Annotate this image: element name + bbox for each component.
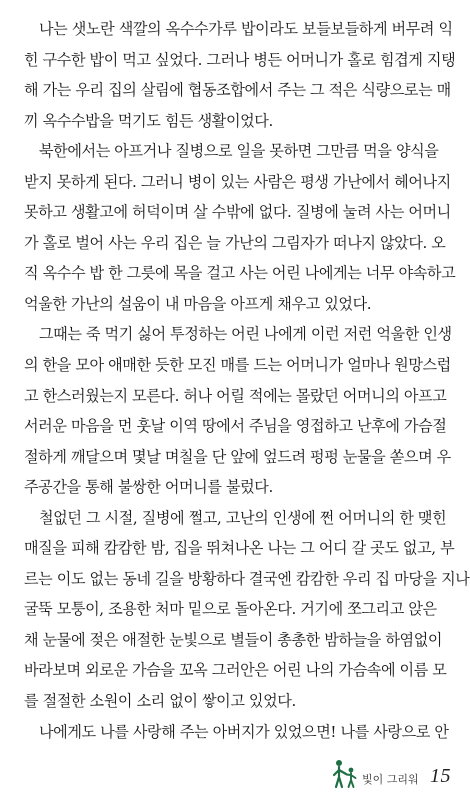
text-line: 그때는 죽 먹기 싫어 투정하는 어린 나에게 이런 저런 억울한 인생 bbox=[39, 325, 452, 344]
text-line: 끼 옥수수밥을 먹기도 힘든 생활이었다. bbox=[24, 111, 273, 130]
text-line: 굴뚝 모퉁이, 조용한 처마 밑으로 돌아온다. 거기에 쪼그리고 앉은 bbox=[24, 600, 437, 619]
text-line: 받지 못하게 된다. 그러니 병이 있는 사람은 평생 가난에서 헤어나지 bbox=[24, 172, 451, 191]
text-line: 힌 구수한 밥이 먹고 싶었다. 그러나 병든 어머니가 홀로 힘겹게 지탱 bbox=[24, 50, 456, 69]
text-line: 의 한을 모아 애매한 듯한 모진 매를 드는 어머니가 얼마나 원망스럽 bbox=[24, 356, 451, 375]
page-footer bbox=[332, 755, 456, 795]
text-line: 바라보며 외로운 가슴을 꼬옥 그러안은 어린 나의 가슴속에 이름 모 bbox=[24, 661, 447, 680]
text-line: 나는 샛노란 색깔의 옥수수가루 밥이라도 보들보들하게 버무려 익 bbox=[39, 20, 453, 38]
text-line: 나에게도 나를 사랑해 주는 아버지가 있었으면! 나를 사랑으로 안 bbox=[39, 722, 449, 741]
text-line: 못하고 생활고에 허덕이며 살 수밖에 없다. 질병에 눌려 사는 어머니 bbox=[24, 203, 451, 222]
text-line: 매질을 피해 캄캄한 밤, 집을 뛰쳐나온 나는 그 어디 갈 곳도 없고, 부 bbox=[24, 539, 455, 558]
text-line: 주공간을 통해 불쌍한 어머니를 불렀다. bbox=[24, 478, 273, 497]
book-title: 빛이 그리워 bbox=[362, 773, 419, 786]
text-line: 르는 이도 없는 동네 길을 방황하다 결국엔 캄캄한 우리 집 마당을 지나 bbox=[24, 569, 470, 588]
text-line: 북한에서는 아프거나 질병으로 일을 못하면 그만큼 먹을 양식을 bbox=[39, 142, 439, 161]
text-line: 철없던 그 시절, 질병에 쩔고, 고난의 인생에 쩐 어머니의 한 맺힌 bbox=[39, 508, 447, 527]
parent-and-child-figures-icon bbox=[332, 759, 358, 789]
page-number: 15 bbox=[430, 765, 451, 787]
text-line: 절하게 깨달으며 몇날 며칠을 단 앞에 엎드려 펑펑 눈물을 쏟으며 우 bbox=[24, 447, 451, 466]
text-line: 직 옥수수 밥 한 그릇에 목을 걸고 사는 어린 나에게는 너무 야속하고 bbox=[24, 264, 456, 283]
body-text bbox=[24, 14, 470, 747]
text-line: 를 절절한 소원이 소리 없이 쌓이고 있었다. bbox=[24, 692, 296, 711]
text-line: 채 눈물에 젖은 애절한 눈빛으로 별들이 총총한 밤하늘을 하염없이 bbox=[24, 630, 443, 649]
text-line: 해 가는 우리 집의 살림에 협동조합에서 주는 그 적은 식량으로는 매 bbox=[24, 81, 451, 100]
text-line: 서러운 마음을 먼 훗날 이역 땅에서 주님을 영접하고 난후에 가슴절 bbox=[24, 417, 447, 436]
text-line: 고 한스러웠는지 모른다. 허나 어릴 적에는 몰랐던 어머니의 아프고 bbox=[24, 386, 447, 405]
text-line: 가 홀로 벌어 사는 우리 집은 늘 가난의 그림자가 떠나지 않았다. 오 bbox=[24, 233, 446, 252]
text-line: 억울한 가난의 설움이 내 마음을 아프게 채우고 있었다. bbox=[24, 294, 372, 313]
